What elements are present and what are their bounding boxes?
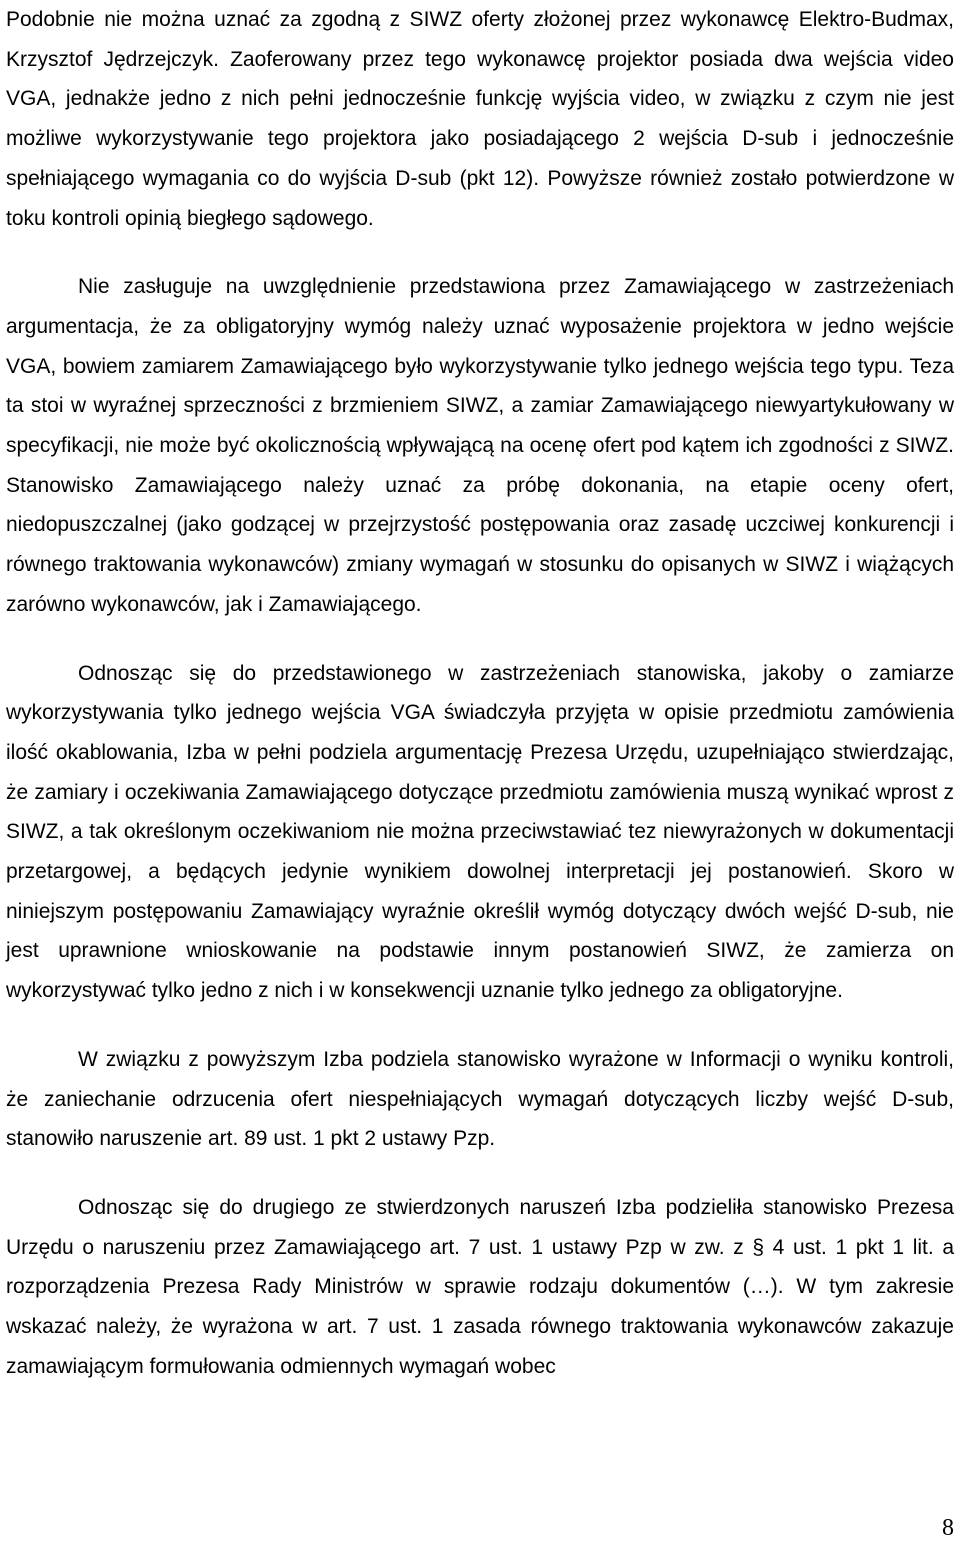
paragraph-naruszenie-art-89: W związku z powyższym Izba podziela stanowisko wyrażone w Informacji o wyniku kontroli, że zaniechanie odrzucenia ofert niespełniających wymagań dotyczących liczby wejść D-sub, stanowiło naruszenie art. 89 ust. 1 pkt 2 ustawy Pzp. <box>6 1047 954 1151</box>
paragraph-zamawiajacy-argumentacja: Nie zasługuje na uwzględnienie przedstawiona przez Zamawiającego w zastrzeżeniach argumentacja, że za obligatoryjny wymóg należy uznać wyposażenie projektora w jedno wejście VGA, bowiem zamiarem Zamawiającego było wykorzystywanie tylko jednego wejścia tego typu. Teza ta stoi w wyraźnej sprzeczności z brzmieniem SIWZ, a zamiar Zamawiającego niewyartykułowany w specyfikacji, nie może być okolicznością wpływającą na ocenę ofert pod kątem ich zgodności z SIWZ. Stanowisko Zamawiającego należy uznać za próbę dokonania, na etapie oceny ofert, niedopuszczalnej (jako godzącej w przejrzystość postępowania oraz zasadę uczciwej konkurencji i równego traktowania wykonawców) zmiany wymagań w stosunku do opisanych w SIWZ i wiążących zarówno wykonawców, jak i Zamawiającego. <box>6 275 954 616</box>
paragraph-spacer <box>6 238 954 267</box>
page-number: 8 <box>942 1515 954 1541</box>
paragraph-spacer <box>6 1011 954 1040</box>
paragraph-naruszenie-art-7: Odnosząc się do drugiego ze stwierdzonych naruszeń Izba podzieliła stanowisko Prezesa Urzędu o naruszeniu przez Zamawiającego art. 7 ust. 1 ustawy Pzp w zw. z § 4 ust. 1 pkt 1 lit. a rozporządzenia Prezesa Rady Ministrów w sprawie rodzaju dokumentów (…). W tym zakresie wskazać należy, że wyrażona w art. 7 ust. 1 zasada równego traktowania wykonawców zakazuje zamawiającym formułowania odmiennych wymagań wobec <box>6 1195 954 1378</box>
document-page <box>6 0 954 1387</box>
paragraph-okablowanie: Odnosząc się do przedstawionego w zastrzeżeniach stanowiska, jakoby o zamiarze wykorzystywania tylko jednego wejścia VGA świadczyła przyjęta w opisie przedmiotu zamówienia ilość okablowania, Izba w pełni podziela argumentację Prezesa Urzędu, uzupełniająco stwierdzając, że zamiary i oczekiwania Zamawiającego dotyczące przedmiotu zamówienia muszą wynikać wprost z SIWZ, a tak określonym oczekiwaniom nie można przeciwstawiać tez niewyrażonych w dokumentacji przetargowej, a będących jedynie wynikiem dowolnej interpretacji jej postanowień. Skoro w niniejszym postępowaniu Zamawiający wyraźnie określił wymóg dotyczący dwóch wejść D-sub, nie jest uprawnione wnioskowanie na podstawie innym postanowień SIWZ, że zamierza on wykorzystywać tylko jedno z nich i w konsekwencji uznanie tylko jednego za obligatoryjne. <box>6 661 954 1003</box>
paragraph-spacer <box>6 1159 954 1188</box>
paragraph-spacer <box>6 625 954 654</box>
paragraph-elektro-budmax: Podobnie nie można uznać za zgodną z SIWZ oferty złożonej przez wykonawcę Elektro-Budmax, Krzysztof Jędrzejczyk. Zaoferowany przez tego wykonawcę projektor posiada dwa wejścia video VGA, jednakże jedno z nich pełni jednocześnie funkcję wyjścia video, w związku z czym nie jest możliwe wykorzystywanie tego projektora jako posiadającego 2 wejścia D-sub i jednocześnie spełniającego wymagania co do wyjścia D-sub (pkt 12). Powyższe również zostało potwierdzone w toku kontroli opinią biegłego sądowego. <box>6 8 954 230</box>
